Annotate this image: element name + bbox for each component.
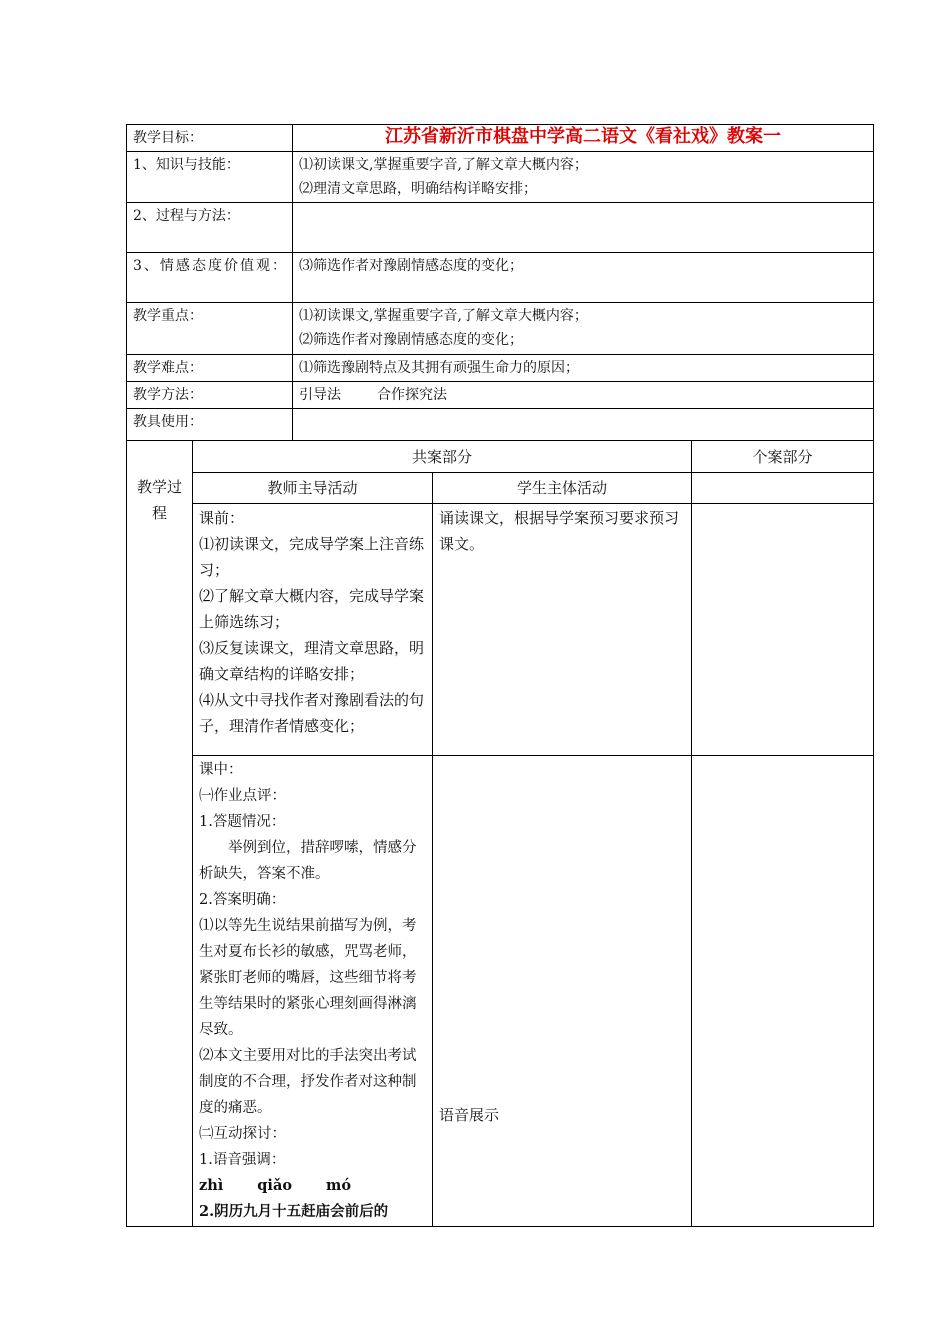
emotion-label: 3、情感态度价值观： — [127, 253, 293, 303]
difficulty-line: ⑴筛选豫剧特点及其拥有顽强生命力的原因； — [299, 360, 579, 376]
in-class-student: 语音展示 — [433, 756, 692, 1227]
process-label — [127, 441, 193, 1227]
individual-cell — [692, 504, 874, 756]
row-method — [127, 382, 874, 409]
item-heading: 1.语音强调： — [199, 1152, 286, 1168]
teacher-activity-line: ⑷从文中寻找作者对豫剧看法的句子，理清作者情感变化； — [199, 691, 425, 735]
method-label: 教学方法： — [127, 382, 293, 409]
section-heading: ㈠作业点评： — [199, 788, 286, 804]
goal-label: 教学目标： — [127, 125, 293, 152]
key-points-content — [293, 303, 874, 355]
knowledge-line: ⑴初读课文,掌握重要字音,了解文章大概内容； — [299, 157, 588, 173]
before-class-student: 诵读课文，根据导学案预习要求预习课文。 — [433, 504, 692, 756]
process-method-content — [293, 203, 874, 253]
row-activity-header — [127, 473, 874, 504]
difficulty-content — [293, 355, 874, 382]
pinyin-word: qiǎo — [257, 1177, 293, 1194]
item-text: ⑴以等先生说结果前描写为例，考生对夏布长衫的敏感，咒骂老师，紧张盯老师的嘴唇，这些细节将考生等结果时的紧张心理刻画得淋漓尽致。 — [199, 918, 417, 1038]
process-label-text: 教学过程 — [136, 478, 182, 522]
individual-cell — [692, 473, 874, 504]
pinyin-line — [199, 1173, 426, 1199]
row-tools — [127, 409, 874, 441]
student-header: 学生主体活动 — [433, 473, 692, 504]
tools-content — [293, 409, 874, 441]
in-class-heading: 课中： — [199, 762, 243, 778]
lesson-plan-table — [126, 124, 874, 1227]
row-knowledge — [127, 152, 874, 203]
key-points-label: 教学重点： — [127, 303, 293, 355]
teacher-header: 教师主导活动 — [193, 473, 433, 504]
method-value: 合作探究法 — [377, 387, 447, 403]
row-in-class — [127, 756, 874, 1227]
tools-label: 教具使用： — [127, 409, 293, 441]
pinyin-word: mó — [326, 1177, 352, 1194]
item-text: ⑵本文主要用对比的手法突出考试制度的不合理，抒发作者对这种制度的痛恶。 — [199, 1048, 417, 1116]
item-heading: 2.答案明确： — [199, 892, 286, 908]
knowledge-label: 1、知识与技能： — [127, 152, 293, 203]
row-before-class — [127, 504, 874, 756]
pinyin-word: zhì — [199, 1177, 224, 1194]
row-difficulty — [127, 355, 874, 382]
shared-header: 共案部分 — [193, 441, 692, 473]
row-teaching-goal — [127, 125, 874, 152]
process-method-label: 2、过程与方法： — [127, 203, 293, 253]
emotion-line: ⑶筛选作者对豫剧情感态度的变化； — [299, 258, 523, 274]
key-point-line: ⑴初读课文,掌握重要字音,了解文章大概内容； — [299, 308, 588, 324]
row-process-header — [127, 441, 874, 473]
teacher-activity-line: 课前： — [199, 509, 245, 527]
row-key-points — [127, 303, 874, 355]
item-heading: 2.阴历九月十五赶庙会前后的 — [199, 1203, 389, 1220]
section-heading: ㈡互动探讨： — [199, 1126, 286, 1142]
difficulty-label: 教学难点： — [127, 355, 293, 382]
row-emotion — [127, 253, 874, 303]
in-class-teacher — [193, 756, 433, 1227]
individual-header: 个案部分 — [692, 441, 874, 473]
individual-cell — [692, 756, 874, 1227]
method-value: 引导法 — [299, 387, 341, 403]
emotion-content — [293, 253, 874, 303]
key-point-line: ⑵筛选作者对豫剧情感态度的变化； — [299, 332, 523, 348]
knowledge-content — [293, 152, 874, 203]
row-process-method — [127, 203, 874, 253]
teacher-activity-line: ⑶反复读课文，理清文章思路，明确文章结构的详略安排； — [199, 639, 425, 683]
item-text: 举例到位，措辞啰嗦，情感分析缺失，答案不准。 — [199, 840, 417, 882]
method-content — [293, 382, 874, 409]
knowledge-line: ⑵理清文章思路，明确结构详略安排； — [299, 181, 537, 197]
teacher-activity-line: ⑵了解文章大概内容，完成导学案上筛选练习； — [199, 587, 425, 631]
before-class-teacher — [193, 504, 433, 756]
teacher-activity-line: ⑴初读课文，完成导学案上注音练习； — [199, 535, 425, 579]
document-title: 江苏省新沂市棋盘中学高二语文《看社戏》教案一 — [293, 125, 874, 152]
item-heading: 1.答题情况： — [199, 814, 286, 830]
